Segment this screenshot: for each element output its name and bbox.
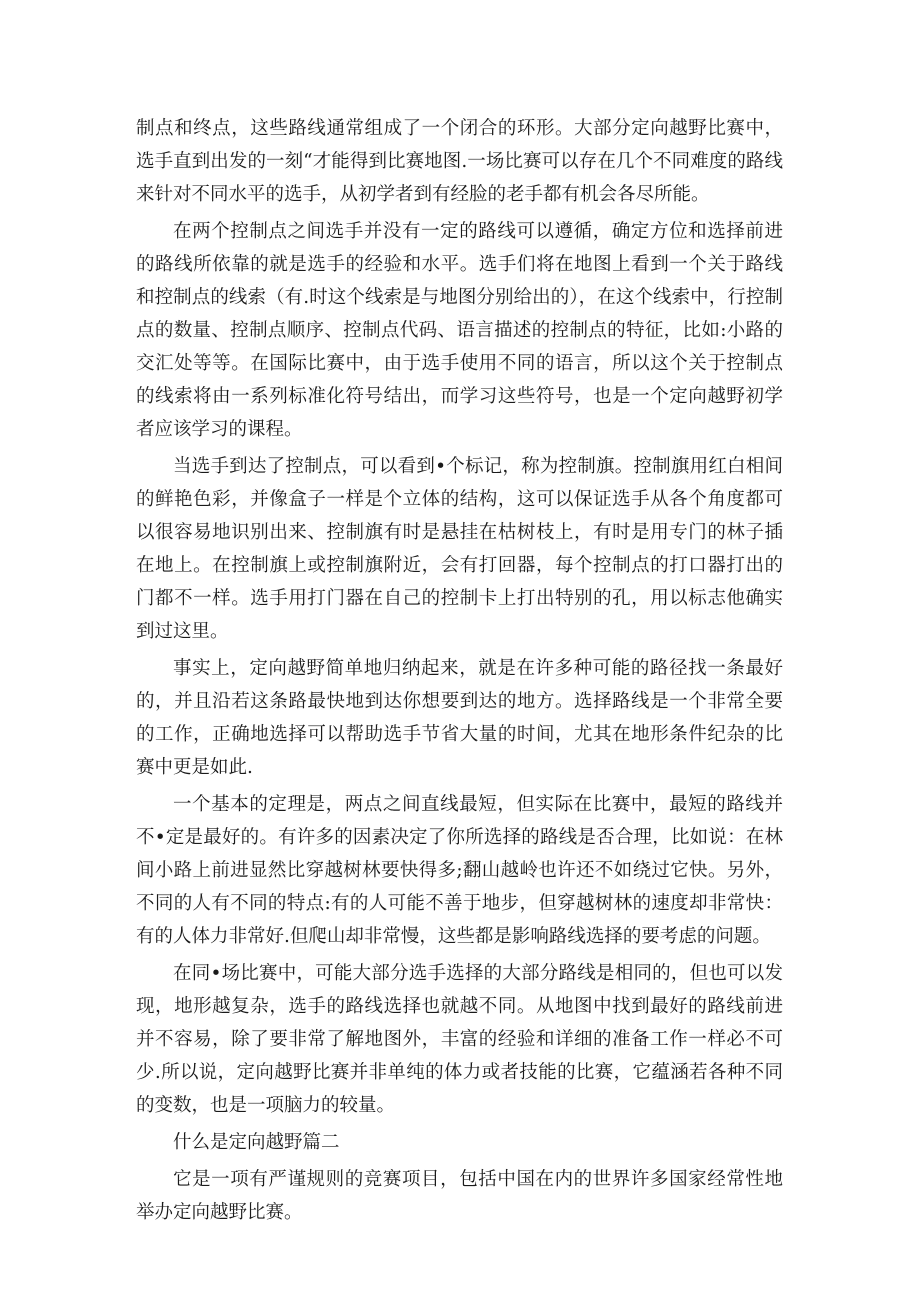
- paragraph-best-route: 事实上，定向越野简单地归纳起来，就是在许多种可能的路径找一条最好的，并且沿若这条路最快地到达你想要到达的地方。选择路线是一个非常全要的工作，正确地选择可以帮助选手节省大量的时间，尤其在地形条件纪杂的比赛中更是如此.: [136, 658, 783, 778]
- document-body: [136, 112, 783, 1233]
- paragraph-control-flag: 当选手到达了控制点，可以看到•个标记，称为控制旗。控制旗用红白相间的鲜艳色彩，并像盒子一样是个立体的结构，这可以保证选手从各个角度都可以很容易地识别出来、控制旗有时是悬挂在枯树枝上，有时是用专门的林子插在地上。在控制旗上或控制旗附近，会有打回器，每个控制点的打口器打出的门都不一样。选手用打门器在自己的控制卡上打出特别的孔，用以标志他确实到过这里。: [136, 456, 783, 642]
- paragraph-route-choice: 在两个控制点之间选手并没有一定的路线可以遵循，确定方位和选择前进的路线所依靠的就是选手的经验和水平。选手们将在地图上看到一个关于路线和控制点的线索（有.时这个线索是与地图分别给出的），在这个线索中，行控制点的数量、控制点顺序、控制点代码、语言描述的控制点的特征，比如:小路的交汇处等等。在国际比赛中，由于选手使用不同的语言，所以这个关于控制点的线索将由一系列标准化符号结出，而学习这些符号，也是一个定向越野初学者应该学习的课程。: [136, 221, 783, 440]
- paragraph-competition: 它是一项有严谨规则的竞赛项目，包括中国在内的世界许多国家经常性地举办定向越野比赛。: [136, 1169, 783, 1223]
- paragraph-same-race: 在同•场比赛中，可能大部分选手选择的大部分路线是相同的，但也可以发现，地形越复杂，选手的路线选择也就越不同。从地图中找到最好的路线前进并不容易，除了要非常了解地图外，丰富的经验和详细的准备工作一样必不可少.所以说，定向越野比赛并非单纯的体力或者技能的比赛，它蕴涵若各种不同的变数，也是一项脑力的较量。: [136, 963, 783, 1116]
- paragraph-shortest-line: 一个基本的定理是，两点之间直线最短，但实际在比赛中，最短的路线并不•定是最好的。有许多的因素决定了你所选择的路线是否合理，比如说：在林间小路上前进显然比穿越树林要快得多;翻山越岭也许还不如绕过它快。另外，不同的人有不同的特点:有的人可能不善于地步，但穿越树林的速度却非常快：有的人体力非常好.但爬山却非常慢，这些都是影响路线选择的要考虑的问题。: [136, 794, 783, 947]
- paragraph-continuation: 制点和终点，这些路线通常组成了一个闭合的环形。大部分定向越野比赛中，选手直到出发的一刻“才能得到比赛地图.一场比赛可以存在几个不同难度的路线来针对不同水平的选手，从初学者到有经脸的老手都有机会各尽所能。: [136, 118, 783, 205]
- section-heading: 什么是定向越野篇二: [173, 1132, 340, 1153]
